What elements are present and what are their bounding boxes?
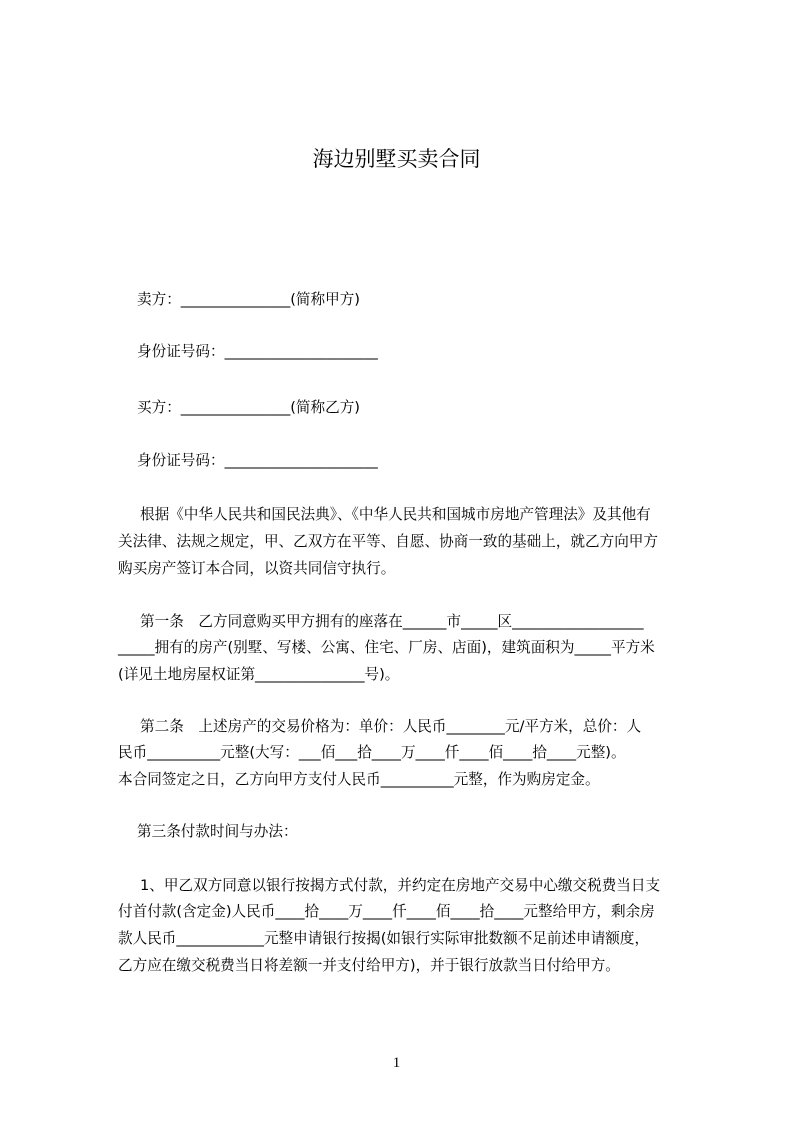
article-1-line: 第一条 乙方同意购买甲方拥有的座落在______市_____区__________________ <box>140 613 644 630</box>
article-2-line: 本合同签定之日，乙方向甲方支付人民币__________元整，作为购房定金。 <box>118 771 600 788</box>
article-3-heading: 第三条付款时间与办法： <box>137 823 298 840</box>
document-title: 海边别墅买卖合同 <box>312 147 481 171</box>
seller-id-line: 身份证号码：_____________________ <box>137 343 378 360</box>
page-number: 1 <box>392 1055 401 1071</box>
article-1-line: _____拥有的房产(别墅、写楼、公寓、住宅、厂房、店面)，建筑面积为_____平方米 <box>118 639 655 656</box>
preamble-line: 关法律、法规之规定，甲、乙双方在平等、自愿、协商一致的基础上，就乙方向甲方 <box>118 533 658 550</box>
article-2-line: 第二条 上述房产的交易价格为：单价：人民币________元/平方米，总价：人 <box>140 718 642 735</box>
preamble-line: 根据《中华人民共和国民法典》、《中华人民共和国城市房地产管理法》及其他有 <box>140 506 651 523</box>
article-1-line: (详见土地房屋权证第_______________号)。 <box>118 666 400 683</box>
preamble-line: 购买房产签订本合同，以资共同信守执行。 <box>118 560 396 577</box>
article-2-line: 民币__________元整(大写：___佰___拾____万____仟____佰____拾____元整)。 <box>118 744 626 761</box>
article-3-item-line: 乙方应在缴交税费当日将差额一并支付给甲方)，并于银行放款当日付给甲方。 <box>118 957 620 974</box>
seller-line: 卖方：_______________(简称甲方) <box>137 291 360 308</box>
article-3-item-line: 付首付款(含定金)人民币____拾____万____仟____佰____拾____元整给甲方，剩余房 <box>118 903 655 920</box>
buyer-line: 买方：_______________(简称乙方) <box>137 399 360 416</box>
article-3-item-line: 1、甲乙双方同意以银行按揭方式付款，并约定在房地产交易中心缴交税费当日支 <box>140 877 661 894</box>
article-3-item-line: 款人民币____________元整申请银行按揭(如银行实际审批数额不足前述申请额度， <box>118 930 650 947</box>
buyer-id-line: 身份证号码：_____________________ <box>137 452 378 469</box>
